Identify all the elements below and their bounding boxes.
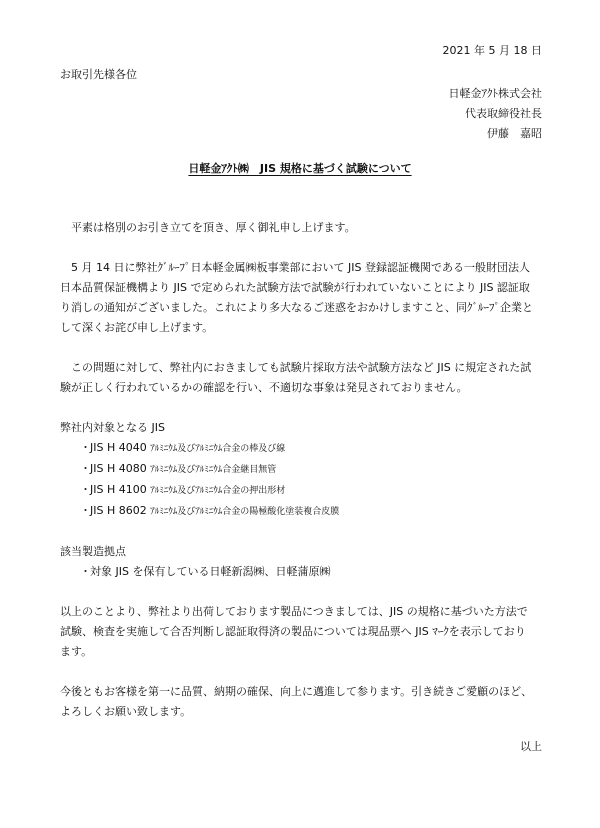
jis-description: ｱﾙﾐﾆｳﾑ及びｱﾙﾐﾆｳﾑ合金の押出形材 [150, 486, 286, 496]
jis-description: ｱﾙﾐﾆｳﾑ及びｱﾙﾐﾆｳﾑ合金の棒及び線 [150, 444, 286, 454]
closing-mark: 以上 [520, 740, 542, 753]
list-item: ・JIS H 4040 ｱﾙﾐﾆｳﾑ及びｱﾙﾐﾆｳﾑ合金の棒及び線 [80, 441, 286, 454]
site-item: 対象 JIS を保有している日軽新潟㈱、日軽蒲原㈱ [90, 565, 331, 578]
closing-paragraph: 今後ともお客様を第一に品質、納期の確保、向上に邁進して参ります。引き続きご愛顧のほど、よろしくお願い致します。 [60, 685, 533, 718]
list-item: ・JIS H 4080 ｱﾙﾐﾆｳﾑ及びｱﾙﾐﾆｳﾑ合金継目無管 [80, 462, 277, 475]
letter-body [60, 218, 534, 722]
jis-code: JIS H 4080 [90, 462, 147, 475]
jis-code: JIS H 4040 [90, 441, 147, 454]
document-title-text: 日軽金ｱｸﾄ㈱ JIS 規格に基づく試験について [188, 162, 412, 175]
jis-code: JIS H 8602 [90, 504, 147, 517]
document-title [0, 160, 600, 177]
jis-section-heading: 弊社内対象となる JIS [60, 421, 165, 434]
list-item: ・JIS H 4100 ｱﾙﾐﾆｳﾑ及びｱﾙﾐﾆｳﾑ合金の押出形材 [80, 483, 286, 496]
jis-code: JIS H 4100 [90, 483, 147, 496]
addressee: お取引先様各位 [60, 68, 137, 81]
jis-description: ｱﾙﾐﾆｳﾑ及びｱﾙﾐﾆｳﾑ合金継目無管 [150, 465, 277, 475]
site-section-heading: 該当製造拠点 [60, 545, 126, 558]
letter-date: 2021 年 5 月 18 日 [442, 44, 542, 57]
incident-paragraph: 5 月 14 日に弊社ｸﾞﾙｰﾌﾟ日本軽金属㈱板事業部において JIS 登録認証機関である一般財団法人 日本品質保証機構より JIS で定められた試験方法で試験が行われていないことにより JIS 認証取り消しの通知がございました。これにより多大なるご迷惑をおかけしますこと、同ｸﾞﾙｰﾌﾟ企業として深くお詫び申し上げます。 [60, 261, 534, 334]
list-item: ・対象 JIS を保有している日軽新潟㈱、日軽蒲原㈱ [80, 565, 331, 578]
investigation-paragraph: この問題に対して、弊社内におきましても試験片採取方法や試験方法など JIS に規定された試験が正しく行われているかの確認を行い、不適切な事象は発見されておりません。 [60, 361, 532, 394]
greeting-paragraph: 平素は格別のお引き立てを頂き、厚く御礼申し上げます。 [60, 221, 356, 234]
sender-name: 伊藤 嘉昭 [487, 127, 542, 140]
jis-description: ｱﾙﾐﾆｳﾑ及びｱﾙﾐﾆｳﾑ合金の陽極酸化塗装複合皮膜 [150, 507, 340, 517]
site-list [60, 562, 534, 582]
sender-block [449, 84, 543, 144]
sender-company: 日軽金ｱｸﾄ株式会社 [448, 87, 542, 100]
jis-list [60, 438, 534, 522]
sender-position: 代表取締役社長 [465, 107, 542, 120]
list-item: ・JIS H 8602 ｱﾙﾐﾆｳﾑ及びｱﾙﾐﾆｳﾑ合金の陽極酸化塗装複合皮膜 [80, 504, 340, 517]
conclusion-paragraph: 以上のことより、弊社より出荷しております製品につきましては、JIS の規格に基づいた方法で試験、検査を実施して合否判断し認証取得済の製品については現品票へ JIS ﾏｰｸを表示しております。 [60, 605, 528, 658]
